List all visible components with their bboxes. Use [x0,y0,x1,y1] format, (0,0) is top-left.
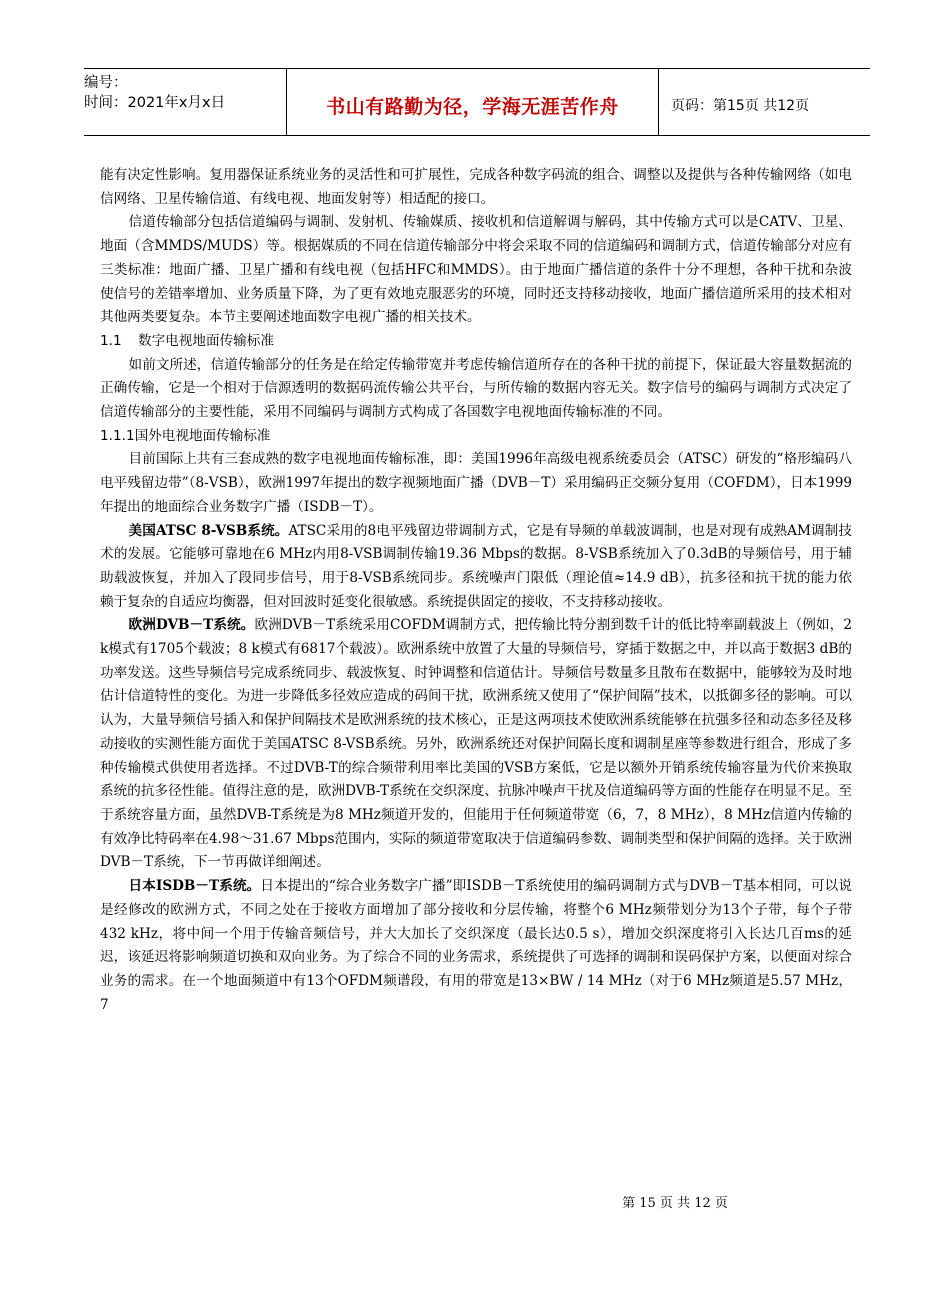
paragraph: 能有决定性影响。复用器保证系统业务的灵活性和可扩展性，完成各种数字码流的组合、调整以及提供与各种传输网络（如电信网络、卫星传输信道、有线电视、地面发射等）相适配的接口。 [100,167,852,207]
paragraph: 如前文所述，信道传输部分的任务是在给定传输带宽并考虑传输信道所存在的各种干扰的前提下，保证最大容量数据流的正确传输，它是一个相对于信源透明的数据码流传输公共平台，与所传输的数据内容无关。数字信号的编码与调制方式决定了信道传输部分的主要性能，采用不同编码与调制方式构成了各国数字电视地面传输标准的不同。 [100,356,852,421]
section-title: 数字电视地面传输标准 [138,332,274,349]
atsc-title: 美国ATSC 8-VSB系统。 [128,522,289,539]
isdb-text: 日本提出的“综合业务数字广播”即ISDB－T系统使用的编码调制方式与DVB－T基本相同，可以说是经修改的欧洲方式，不同之处在于接收方面增加了部分接收和分层传输，将整个6 MHz频带划分为13个子带，每个子带432 kHz，将中间一个用于传输音频信号，并大大加长了交织深度（最长达0.5 s），增加交织深度将引入长达几百ms的延迟，该延迟将影响频道切换和双向业务。为了综合不同的业务需求，系统提供了可选择的调制和误码保护方案，以便面对综合业务的需求。在一个地面频道中有13个OFDM频谱段，有用的带宽是13×BW / 14 MHz（对于6 MHz频道是5.57 MHz，7 [100,878,852,1013]
document-number-label: 编号： [84,75,128,91]
paragraph: 信道传输部分包括信道编码与调制、发射机、传输媒质、接收机和信道解调与解码，其中传输方式可以是CATV、卫星、地面（含MMDS/MUDS）等。根据媒质的不同在信道传输部分中将会采取不同的信道编码和调制方式，信道传输部分对应有三类标准：地面广播、卫星广播和有线电视（包括HFC和MMDS）。由于地面广播信道的条件十分不理想，各种干扰和杂波使信号的差错率增加、业务质量下降，为了更有效地克服恶劣的环境，同时还支持移动接收，地面广播信道所采用的技术相对其他两类要复杂。本节主要阐述地面数字电视广播的相关技术。 [100,214,852,326]
paragraph-isdb [100,875,852,1017]
dvb-text: 欧洲DVB－T系统采用COFDM调制方式，把传输比特分割到数千计的低比特率副载波上（例如，2 k模式有1705个载波；8 k模式有6817个载波）。欧洲系统中放置了大量的导频信号，穿插于数据之中，并以高于数据3 dB的功率发送。这些导频信号完成系统同步、载波恢复、时钟调整和信道估计。导频信号数量多且散布在数据中，能够较为及时地估计信道特性的变化。为进一步降低多径效应造成的码间干扰，欧洲系统又使用了“保护间隔”技术，以抵御多径的影响。可以认为，大量导频信号插入和保护间隔技术是欧洲系统的技术核心，正是这两项技术使欧洲系统能够在抗强多径和动态多径及移动接收的实测性能方面优于美国ATSC 8-VSB系统。另外，欧洲系统还对保护间隔长度和调制星座等参数进行组合，形成了多种传输模式供使用者选择。不过DVB-T的综合频带利用率比美国的VSB方案低，它是以额外开销系统传输容量为代价来换取系统的抗多径性能。值得注意的是，欧洲DVB-T系统在交织深度、抗脉冲噪声干扰及信道编码等方面的性能存在明显不足。至于系统容量方面，虽然DVB-T系统是为8 MHz频道开发的，但能用于任何频道带宽（6，7，8 MHz），8 MHz信道内传输的有效净比特码率在4.98～31.67 Mbps范围内，实际的频道带宽取决于信道编码参数、调制类型和保护间隔的选择。关于欧洲DVB－T系统，下一节再做详细阐述。 [100,617,852,871]
subsection-heading: 1.1.1国外电视地面传输标准 [100,427,271,444]
header-meta [84,69,286,135]
section-number: 1.1 [100,332,122,349]
atsc-text: ATSC采用的8电平残留边带调制方式，它是有导频的单载波调制，也是对现有成熟AM调制技术的发展。它能够可靠地在6 MHz内用8-VSB调制传输19.36 Mbps的数据。8-VSB系统加入了0.3dB的导频信号，用于辅助载波恢复，并加入了段同步信号，用于8-VSB系统同步。系统噪声门限低（理论值≈14.9 dB），抗多径和抗干扰的能力依赖于复杂的自适应均衡器，但对回波时延变化很敏感。系统提供固定的接收，不支持移动接收。 [100,522,852,610]
paragraph-atsc [100,520,852,615]
page-header [84,68,870,136]
paragraph: 目前国际上共有三套成熟的数字电视地面传输标准，即：美国1996年高级电视系统委员会（ATSC）研发的“格形编码八电平残留边带”（8-VSB），欧洲1997年提出的数字视频地面广播（DVB－T）采用编码正交频分复用（COFDM），日本1999年提出的地面综合业务数字广播（ISDB－T）。 [100,451,852,515]
paragraph-dvb [100,614,852,875]
header-motto: 书山有路勤为径，学海无涯苦作舟 [286,69,659,135]
isdb-title: 日本ISDB－T系统。 [128,878,261,895]
section-heading [100,330,852,354]
document-body [100,164,852,1017]
document-time-label: 时间：2021年x月x日 [84,95,226,111]
dvb-title: 欧洲DVB－T系统。 [128,617,255,634]
page-footer: 第 15 页 共 12 页 [622,1196,728,1211]
header-page-info: 页码：第15页 共12页 [671,98,810,114]
